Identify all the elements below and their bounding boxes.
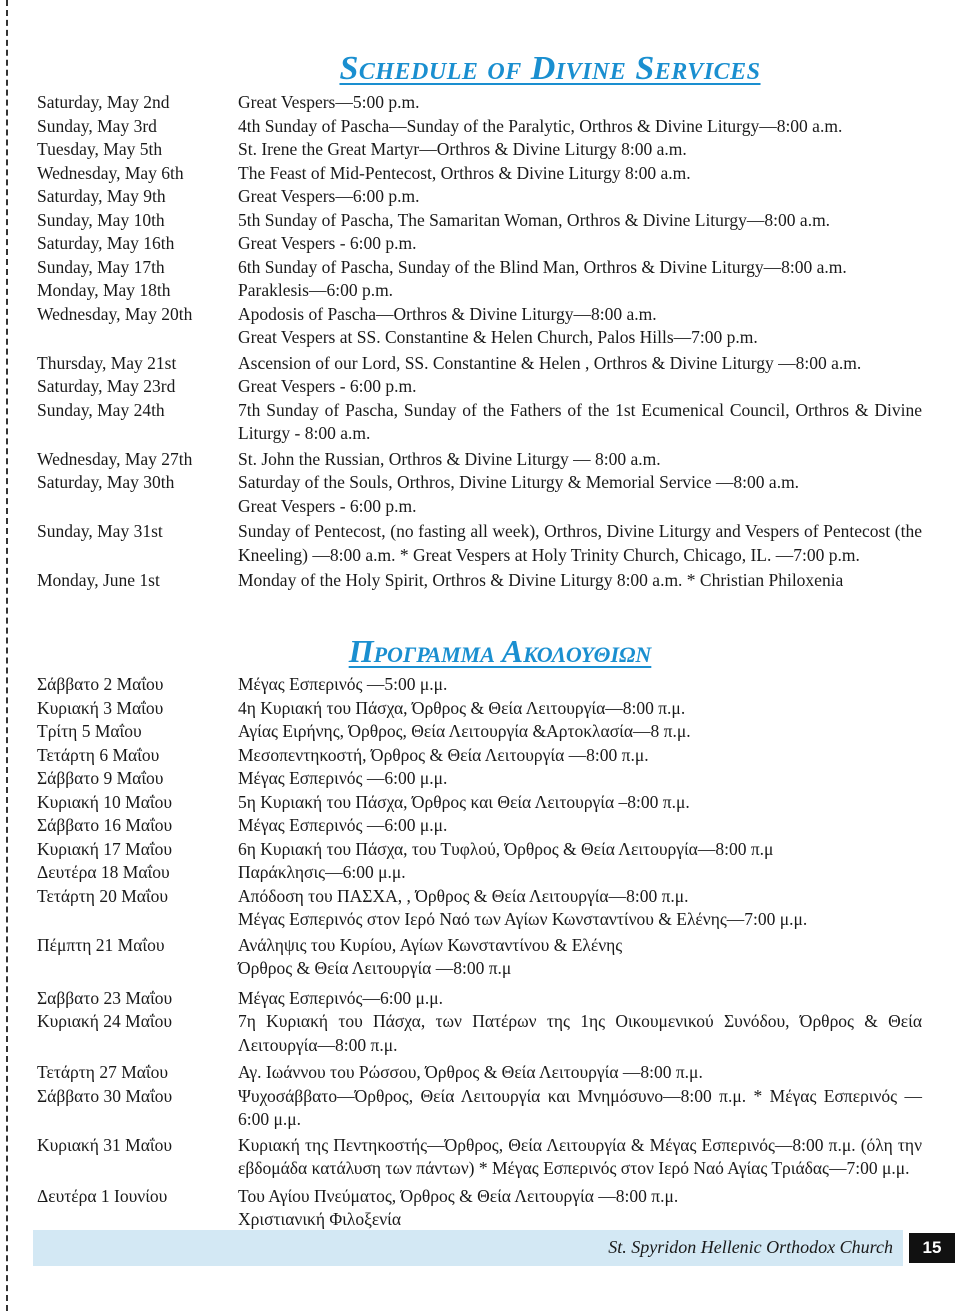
schedule-row (37, 209, 922, 233)
schedule-description-line: Μέγας Εσπερινός —5:00 μ.μ. (238, 674, 448, 694)
schedule-row (37, 232, 922, 256)
schedule-date: Saturday, May 23rd (37, 376, 176, 396)
schedule-date: Monday, June 1st (37, 570, 160, 590)
schedule-description (238, 303, 922, 350)
schedule-description-line: Great Vespers—6:00 p.m. (238, 186, 420, 206)
schedule-description-line: Monday of the Holy Spirit, Orthros & Divine Liturgy 8:00 a.m. * Christian Philoxenia (238, 570, 844, 590)
schedule-description (238, 861, 922, 885)
schedule-date: Τετάρτη 27 Μαΐου (37, 1062, 169, 1082)
schedule-row (37, 138, 922, 162)
schedule-description-line: Saturday of the Souls, Orthros, Divine Liturgy & Memorial Service —8:00 a.m. (238, 472, 800, 492)
schedule-description (238, 138, 922, 162)
footer-bar (33, 1230, 903, 1266)
schedule-date: Κυριακή 17 Μαΐου (37, 838, 172, 859)
schedule-description (238, 767, 922, 791)
schedule-date: Sunday, May 3rd (37, 115, 157, 136)
schedule-row (37, 673, 922, 697)
page-edge-dashed-line (6, 0, 8, 1311)
schedule-row (37, 115, 922, 139)
schedule-description (238, 256, 922, 280)
schedule-description-line: St. John the Russian, Orthros & Divine Liturgy — 8:00 a.m. (238, 448, 661, 469)
schedule-date: Saturday, May 2nd (37, 92, 170, 112)
schedule-description-line: 7th Sunday of Pascha, Sunday of the Fathers of the 1st Ecumenical Council, Orthros & Divine Liturgy - 8:00 a.m. (238, 399, 922, 443)
schedule-list-greek (37, 673, 922, 1232)
schedule-list-english (37, 91, 922, 593)
schedule-description (238, 1134, 922, 1181)
footer-church-name: St. Spyridon Hellenic Orthodox Church (608, 1237, 893, 1257)
schedule-description-line: Κυριακή της Πεντηκοστής—Όρθρος, Θεία Λειτουργία & Μέγας Εσπερινός—8:00 π.μ. (όλη την εβδομάδα κατάλυση των πάντων) * Μέγας Εσπερινός στον Ιερό Ναό Αγίας Τριάδας—7:00 μ.μ. (238, 1134, 922, 1178)
schedule-title-greek: Προγραμμα Ακολουθιων (348, 633, 652, 669)
schedule-description (238, 791, 922, 815)
schedule-description-line: 4th Sunday of Pascha—Sunday of the Paralytic, Orthros & Divine Liturgy—8:00 a.m. (238, 115, 843, 136)
schedule-row (37, 1061, 922, 1085)
schedule-description (238, 744, 922, 768)
schedule-date: Saturday, May 9th (37, 186, 166, 206)
schedule-date: Σάββατο 2 Μαΐου (37, 674, 164, 694)
schedule-description-line: Ανάληψις του Κυρίου, Αγίων Κωνσταντίνου & Ελένης (238, 934, 623, 955)
schedule-row (37, 520, 922, 567)
schedule-description-line: Του Αγίου Πνεύματος, Όρθρος & Θεία Λειτουργία —8:00 π.μ. (238, 1185, 679, 1206)
schedule-description-line: Great Vespers at SS. Constantine & Helen Church, Palos Hills—7:00 p.m. (238, 327, 758, 347)
schedule-description-line: Ascension of our Lord, SS. Constantine & Helen , Orthros & Divine Liturgy —8:00 a.m. (238, 352, 862, 373)
schedule-description (238, 232, 922, 256)
schedule-description-line: Παράκλησις—6:00 μ.μ. (238, 862, 406, 882)
schedule-description (238, 1061, 922, 1085)
schedule-date: Τρίτη 5 Μαΐου (37, 721, 142, 741)
schedule-date: Sunday, May 24th (37, 399, 165, 420)
schedule-description-line: Όρθρος & Θεία Λειτουργία —8:00 π.μ (238, 958, 512, 978)
schedule-description-line: 6η Κυριακή του Πάσχα, του Τυφλού, Όρθρος & Θεία Λειτουργία—8:00 π.μ (238, 838, 774, 859)
schedule-date: Κυριακή 10 Μαΐου (37, 791, 172, 812)
schedule-description-line: Apodosis of Pascha—Orthros & Divine Liturgy—8:00 a.m. (238, 303, 657, 324)
schedule-row (37, 303, 922, 350)
schedule-row (37, 1085, 922, 1132)
schedule-row (37, 885, 922, 932)
schedule-row (37, 399, 922, 446)
schedule-description (238, 673, 922, 697)
schedule-description-line: Μεσοπεντηκοστή, Όρθρος & Θεία Λειτουργία —8:00 π.μ. (238, 744, 649, 765)
schedule-row (37, 352, 922, 376)
schedule-row (37, 1185, 922, 1232)
schedule-date: Κυριακή 3 Μαΐου (37, 697, 164, 718)
schedule-description (238, 838, 922, 862)
schedule-row (37, 471, 922, 518)
schedule-description (238, 185, 922, 209)
schedule-row (37, 91, 922, 115)
schedule-description-line: Μέγας Εσπερινός —6:00 μ.μ. (238, 768, 448, 788)
schedule-description-line: 4η Κυριακή του Πάσχα, Όρθρος & Θεία Λειτουργία—8:00 π.μ. (238, 697, 686, 718)
schedule-description (238, 520, 922, 567)
schedule-description (238, 569, 922, 593)
schedule-row (37, 375, 922, 399)
schedule-description (238, 697, 922, 721)
schedule-description-line: 6th Sunday of Pascha, Sunday of the Blind Man, Orthros & Divine Liturgy—8:00 a.m. (238, 256, 847, 277)
schedule-description-line: Paraklesis—6:00 p.m. (238, 280, 394, 300)
schedule-date: Πέμπτη 21 Μαΐου (37, 934, 165, 955)
schedule-row (37, 934, 922, 981)
schedule-date: Saturday, May 16th (37, 233, 175, 253)
schedule-description (238, 352, 922, 376)
schedule-date: Tuesday, May 5th (37, 139, 163, 159)
schedule-date: Thursday, May 21st (37, 352, 177, 373)
schedule-row (37, 697, 922, 721)
page-number: 15 (909, 1233, 955, 1263)
schedule-description-line: Μέγας Εσπερινός στον Ιερό Ναό των Αγίων Κωνσταντίνου & Ελένης—7:00 μ.μ. (238, 909, 808, 929)
schedule-row (37, 279, 922, 303)
schedule-description-line: Great Vespers—5:00 p.m. (238, 92, 420, 112)
schedule-date: Wednesday, May 6th (37, 162, 184, 183)
schedule-row (37, 1010, 922, 1057)
schedule-description (238, 209, 922, 233)
schedule-description (238, 279, 922, 303)
schedule-description-line: Μέγας Εσπερινός—6:00 μ.μ. (238, 987, 443, 1008)
schedule-date: Monday, May 18th (37, 280, 171, 300)
schedule-date: Δευτέρα 1 Ιουνίου (37, 1185, 168, 1206)
schedule-description-line: The Feast of Mid-Pentecost, Orthros & Divine Liturgy 8:00 a.m. (238, 162, 691, 183)
schedule-row (37, 744, 922, 768)
schedule-date: Sunday, May 31st (37, 521, 163, 541)
schedule-description-line: 5η Κυριακή του Πάσχα, Όρθρος και Θεία Λειτουργία –8:00 π.μ. (238, 791, 690, 812)
schedule-description-line: Sunday of Pentecost, (no fasting all week), Orthros, Divine Liturgy and Vespers of Pentecost (the Kneeling) —8:00 a.m. * Great Vespers at Holy Trinity Church, Chicago, IL. —7:00 p.m. (238, 521, 922, 565)
schedule-row (37, 162, 922, 186)
schedule-description-line: Great Vespers - 6:00 p.m. (238, 233, 417, 253)
schedule-description (238, 934, 922, 981)
schedule-row (37, 861, 922, 885)
schedule-description (238, 115, 922, 139)
schedule-title-english: Schedule of Divine Services (339, 50, 761, 87)
schedule-description-line: Αγίας Ειρήνης, Όρθρος, Θεία Λειτουργία &Αρτοκλασία—8 π.μ. (238, 721, 691, 741)
schedule-description-line: Μέγας Εσπερινός —6:00 μ.μ. (238, 815, 448, 835)
schedule-date: Κυριακή 24 Μαΐου (37, 1011, 172, 1031)
schedule-date: Sunday, May 17th (37, 256, 165, 277)
schedule-date: Σάββατο 9 Μαΐου (37, 768, 164, 788)
schedule-description (238, 1185, 922, 1232)
schedule-description (238, 987, 922, 1011)
schedule-row (37, 185, 922, 209)
schedule-date: Wednesday, May 27th (37, 448, 193, 469)
schedule-date: Sunday, May 10th (37, 209, 165, 230)
schedule-description (238, 814, 922, 838)
schedule-description (238, 1085, 922, 1132)
schedule-row (37, 720, 922, 744)
schedule-row (37, 569, 922, 593)
schedule-description-line: Αγ. Ιωάννου του Ρώσσου, Όρθρος & Θεία Λειτουργία —8:00 π.μ. (238, 1062, 703, 1082)
schedule-date: Σάββατο 30 Μαΐου (37, 1085, 173, 1106)
schedule-date: Σάββατο 16 Μαΐου (37, 815, 173, 835)
schedule-row (37, 838, 922, 862)
schedule-description (238, 448, 922, 472)
schedule-description-line: Great Vespers - 6:00 p.m. (238, 376, 417, 396)
schedule-date: Τετάρτη 20 Μαΐου (37, 885, 169, 906)
schedule-description-line: Ψυχοσάββατο—Όρθρος, Θεία Λειτουργία και Μνημόσυνο—8:00 π.μ. * Μέγας Εσπερινός —6:00 μ.μ. (238, 1085, 922, 1129)
schedule-description (238, 471, 922, 518)
schedule-description (238, 1010, 922, 1057)
schedule-row (37, 791, 922, 815)
schedule-date: Wednesday, May 20th (37, 303, 193, 324)
schedule-row (37, 987, 922, 1011)
schedule-date: Κυριακή 31 Μαΐου (37, 1134, 172, 1155)
schedule-description (238, 885, 922, 932)
schedule-row (37, 256, 922, 280)
schedule-description-line: 7η Κυριακή του Πάσχα, των Πατέρων της 1ης Οικουμενικού Συνόδου, Όρθρος & Θεία Λειτουργία—8:00 π.μ. (238, 1011, 922, 1055)
schedule-description-line: 5th Sunday of Pascha, The Samaritan Woman, Orthros & Divine Liturgy—8:00 a.m. (238, 209, 831, 230)
schedule-description (238, 399, 922, 446)
schedule-description-line: Great Vespers - 6:00 p.m. (238, 495, 417, 516)
schedule-row (37, 448, 922, 472)
schedule-date: Saturday, May 30th (37, 472, 175, 492)
schedule-row (37, 767, 922, 791)
schedule-description-line: Απόδοση του ΠΑΣΧΑ, , Όρθρος & Θεία Λειτουργία—8:00 π.μ. (238, 885, 689, 906)
schedule-date: Δευτέρα 18 Μαΐου (37, 862, 170, 882)
schedule-description (238, 162, 922, 186)
schedule-date: Τετάρτη 6 Μαΐου (37, 744, 160, 765)
schedule-row (37, 814, 922, 838)
schedule-description-line: Χριστιανική Φιλοξενία (238, 1209, 402, 1229)
schedule-date: Σαββατο 23 Μαΐου (37, 987, 173, 1008)
schedule-row (37, 1134, 922, 1181)
schedule-description (238, 91, 922, 115)
schedule-description-line: St. Irene the Great Martyr—Orthros & Divine Liturgy 8:00 a.m. (238, 139, 687, 159)
schedule-description (238, 720, 922, 744)
schedule-description (238, 375, 922, 399)
